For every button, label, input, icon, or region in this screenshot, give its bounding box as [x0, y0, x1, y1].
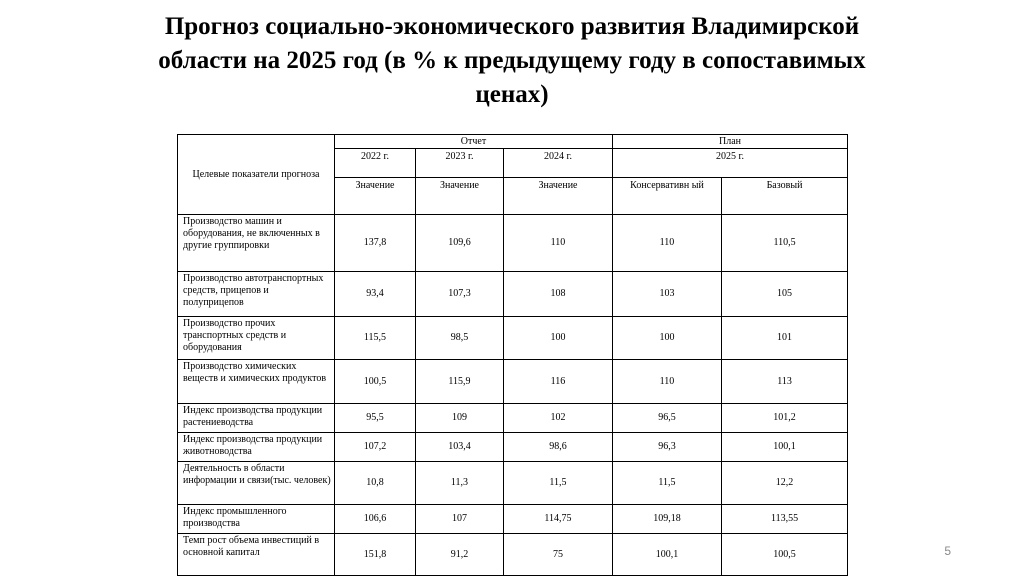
cell-base: 101 [722, 317, 848, 360]
row-label: Производство прочих транспортных средств и оборудования [178, 317, 335, 360]
cell-2024: 116 [504, 360, 613, 404]
year-header-2022: 2022 г. [335, 149, 416, 178]
cell-base: 113 [722, 360, 848, 404]
slide-title [40, 10, 984, 112]
value-header-base: Базовый [722, 178, 848, 215]
row-label: Производство химических веществ и химических продуктов [178, 360, 335, 404]
cell-conservative: 100 [613, 317, 722, 360]
year-header-2023: 2023 г. [416, 149, 504, 178]
cell-conservative: 103 [613, 272, 722, 317]
cell-conservative: 96,5 [613, 404, 722, 433]
page-number: 5 [944, 544, 951, 558]
title-line-2: области на 2025 год (в % к предыдущему году в сопоставимых [158, 47, 866, 74]
value-header-2022: Значение [335, 178, 416, 215]
cell-2024: 114,75 [504, 505, 613, 534]
cell-conservative: 11,5 [613, 462, 722, 505]
cell-2024: 11,5 [504, 462, 613, 505]
year-header-2025: 2025 г. [613, 149, 848, 178]
table-row [178, 534, 848, 576]
cell-2024: 110 [504, 215, 613, 272]
cell-base: 12,2 [722, 462, 848, 505]
table-row [178, 404, 848, 433]
cell-conservative: 100,1 [613, 534, 722, 576]
cell-2023: 103,4 [416, 433, 504, 462]
row-label: Производство машин и оборудования, не включенных в другие группировки [178, 215, 335, 272]
cell-2024: 102 [504, 404, 613, 433]
cell-conservative: 110 [613, 360, 722, 404]
cell-2024: 100 [504, 317, 613, 360]
value-header-conservative: Консервативн ый [613, 178, 722, 215]
year-header-2024: 2024 г. [504, 149, 613, 178]
forecast-table [177, 134, 848, 576]
row-label: Индекс производства продукции растениеводства [178, 404, 335, 433]
title-line-3: ценах) [475, 81, 549, 108]
row-label: Производство автотранспортных средств, прицепов и полуприцепов [178, 272, 335, 317]
indicator-column-header: Целевые показатели прогноза [178, 135, 335, 215]
cell-2024: 75 [504, 534, 613, 576]
table-row [178, 215, 848, 272]
cell-2023: 107 [416, 505, 504, 534]
row-label: Деятельность в области информации и связи(тыс. человек) [178, 462, 335, 505]
group-header-report: Отчет [335, 135, 613, 149]
cell-base: 101,2 [722, 404, 848, 433]
cell-base: 113,55 [722, 505, 848, 534]
row-label: Индекс промышленного производства [178, 505, 335, 534]
cell-2022: 95,5 [335, 404, 416, 433]
cell-2023: 107,3 [416, 272, 504, 317]
header-row-groups [178, 135, 848, 149]
group-header-plan: План [613, 135, 848, 149]
cell-base: 110,5 [722, 215, 848, 272]
cell-2022: 107,2 [335, 433, 416, 462]
cell-2022: 100,5 [335, 360, 416, 404]
forecast-table-container [177, 134, 847, 576]
row-label: Индекс производства продукции животноводства [178, 433, 335, 462]
cell-2022: 106,6 [335, 505, 416, 534]
cell-2023: 109,6 [416, 215, 504, 272]
title-line-1: Прогноз социально-экономического развития Владимирской [164, 13, 860, 40]
table-row [178, 433, 848, 462]
cell-2022: 115,5 [335, 317, 416, 360]
cell-2023: 91,2 [416, 534, 504, 576]
cell-2023: 11,3 [416, 462, 504, 505]
cell-conservative: 96,3 [613, 433, 722, 462]
cell-conservative: 109,18 [613, 505, 722, 534]
cell-2023: 98,5 [416, 317, 504, 360]
cell-base: 100,1 [722, 433, 848, 462]
cell-2022: 10,8 [335, 462, 416, 505]
cell-2022: 137,8 [335, 215, 416, 272]
table-row [178, 360, 848, 404]
cell-base: 105 [722, 272, 848, 317]
table-row [178, 462, 848, 505]
cell-2024: 98,6 [504, 433, 613, 462]
table-row [178, 317, 848, 360]
cell-2024: 108 [504, 272, 613, 317]
value-header-2023: Значение [416, 178, 504, 215]
row-label: Темп рост объема инвестиций в основной капитал [178, 534, 335, 576]
cell-2023: 109 [416, 404, 504, 433]
cell-2022: 151,8 [335, 534, 416, 576]
table-row [178, 272, 848, 317]
cell-base: 100,5 [722, 534, 848, 576]
cell-conservative: 110 [613, 215, 722, 272]
cell-2022: 93,4 [335, 272, 416, 317]
table-row [178, 505, 848, 534]
value-header-2024: Значение [504, 178, 613, 215]
cell-2023: 115,9 [416, 360, 504, 404]
